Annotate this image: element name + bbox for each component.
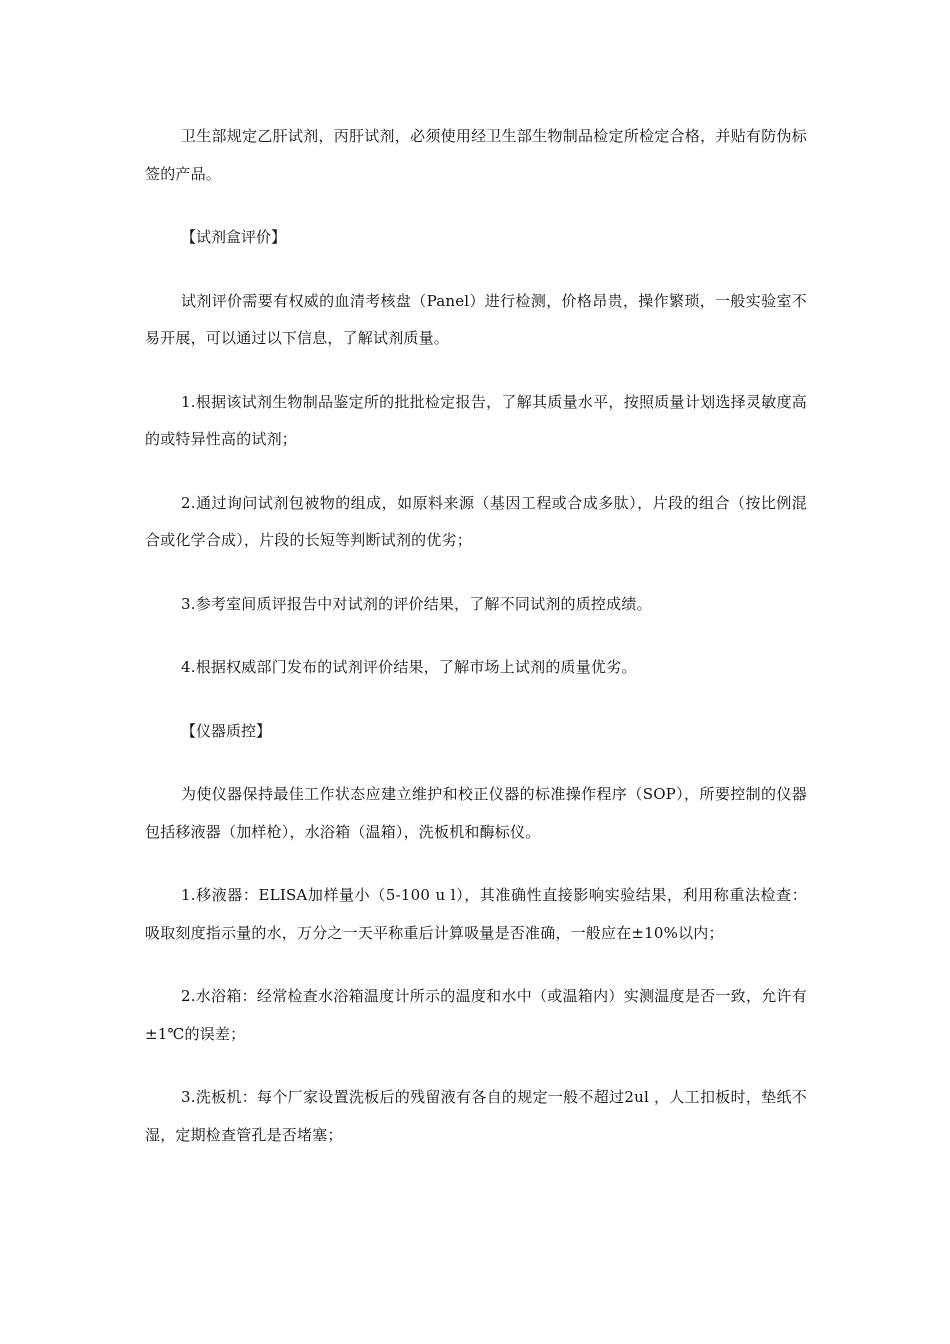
paragraph-kit-evaluation-item-3: 3.参考室间质评报告中对试剂的评价结果，了解不同试剂的质控成绩。	[181, 594, 652, 613]
paragraph-reagent-regulation: 卫生部规定乙肝试剂，丙肝试剂，必须使用经卫生部生物制品检定所检定合格，并贴有防伪标签的产品。	[145, 127, 807, 183]
document-body	[145, 118, 807, 1180]
paragraph-instrument-qc-pipette: 1.移液器：ELISA加样量小（5-100 u l），其准确性直接影响实验结果，利用称重法检查：吸取刻度指示量的水，万分之一天平称重后计算吸量是否准确，一般应在±10%以内；	[145, 886, 807, 942]
paragraph-kit-evaluation-intro: 试剂评价需要有权威的血清考核盘（Panel）进行检测，价格昂贵，操作繁琐，一般实验室不易开展，可以通过以下信息，了解试剂质量。	[145, 291, 807, 347]
paragraph-kit-evaluation-item-2: 2.通过询问试剂包被物的组成，如原料来源（基因工程或合成多肽），片段的组合（按比例混合或化学合成），片段的长短等判断试剂的优劣；	[145, 493, 807, 549]
paragraph-kit-evaluation-item-1: 1.根据该试剂生物制品鉴定所的批批检定报告，了解其质量水平，按照质量计划选择灵敏度高的或特异性高的试剂；	[145, 392, 807, 448]
paragraph-instrument-qc-intro: 为使仪器保持最佳工作状态应建立维护和校正仪器的标准操作程序（SOP），所要控制的仪器包括移液器（加样枪），水浴箱（温箱），洗板机和酶标仪。	[145, 785, 807, 841]
paragraph-instrument-qc-plate-washer: 3.洗板机：每个厂家设置洗板后的残留液有各自的规定一般不超过2ul ，人工扣板时，垫纸不湿，定期检查管孔是否堵塞；	[145, 1088, 807, 1144]
paragraph-kit-evaluation-item-4: 4.根据权威部门发布的试剂评价结果，了解市场上试剂的质量优劣。	[181, 658, 637, 676]
section-heading-kit-evaluation: 【试剂盒评价】	[181, 228, 287, 246]
paragraph-instrument-qc-water-bath: 2.水浴箱：经常检查水浴箱温度计所示的温度和水中（或温箱内）实测温度是否一致，允许有±1℃的误差；	[145, 987, 807, 1043]
section-heading-instrument-qc: 【仪器质控】	[181, 721, 272, 740]
